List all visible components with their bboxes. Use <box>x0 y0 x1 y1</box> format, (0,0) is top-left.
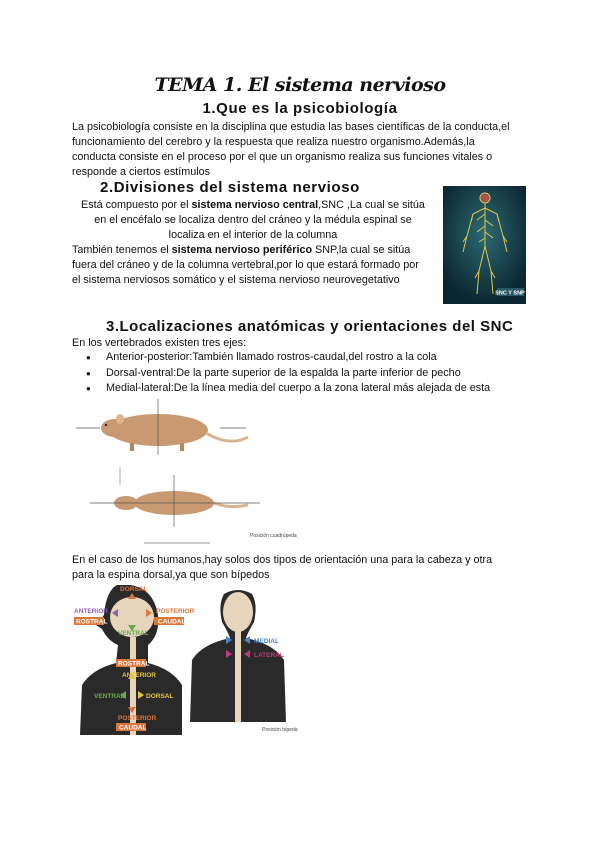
label-rostral: ROSTRAL <box>76 618 108 626</box>
label-medial: MEDIAL <box>254 638 279 645</box>
nervous-system-figure <box>443 186 526 304</box>
list-item: ● Anterior-posterior:También llamado rostros-caudal,del rostro a la cola <box>72 350 552 366</box>
text-line: conducta consiste en el proceso por el que un organismo realiza sus funciones vitales o <box>72 151 493 163</box>
section-1-heading: 1.Que es la psicobiología <box>202 100 398 117</box>
text-line: En el caso de los humanos,hay solos dos tipos de orientación una para la cabeza y otra <box>72 554 493 566</box>
section-2-heading: 2.Divisiones del sistema nervioso <box>100 179 360 196</box>
human-caption: Posición bípeda <box>262 727 298 733</box>
human-back-diagram <box>188 590 288 722</box>
rat-illustration <box>70 395 290 545</box>
label-lateral: LATERAL <box>254 652 284 659</box>
text-line: Está compuesto por el sistema nervioso central,SNC ,La cual se sitúa <box>81 199 425 211</box>
humans-text <box>72 553 542 583</box>
label-dorsal: DORSAL <box>120 586 148 593</box>
list-item: ● Medial-lateral:De la línea media del cuerpo a la zona lateral más alejada de esta <box>72 381 552 397</box>
text-line: el sistema nerviosos somático y el sistema nervioso neurovegetativo <box>72 274 400 286</box>
label-anterior-spine: ANTERIOR <box>122 672 156 679</box>
text-line: localiza en el interior de la columna <box>168 229 338 241</box>
section-3-intro: En los vertebrados existen tres ejes: <box>72 337 247 349</box>
text-line: funcionamiento del cerebro y la respuesta que realiza nuestro organismo.Además,la <box>72 136 475 148</box>
text-line: También tenemos el sistema nervioso periférico SNP,la cual se sitúa <box>72 244 411 256</box>
label-caudal-spine: CAUDAL <box>119 724 147 732</box>
label-anterior: ANTERIOR <box>74 608 108 615</box>
label-rostral-spine: ROSTRAL <box>118 660 150 668</box>
rat-caption: Posición cuadrúpeda <box>250 533 297 539</box>
rat-side-view <box>76 399 248 455</box>
label-caudal: CAUDAL <box>158 618 186 626</box>
rat-top-view <box>90 467 260 527</box>
text-line: La psicobiología consiste en la disciplina que estudia las bases científicas de la conducta,el <box>72 121 510 133</box>
rat-diagram <box>70 395 290 545</box>
label-dorsal-spine: DORSAL <box>146 693 174 700</box>
image-label: SNC Y SNP <box>495 290 525 297</box>
page-title: TEMA 1. El sistema nervioso <box>154 74 446 96</box>
text-line: en el encéfalo se localiza dentro del cráneo y la médula espinal se <box>94 214 412 226</box>
human-back-illustration <box>188 590 288 722</box>
section-2-text <box>72 198 434 288</box>
section-3-heading: 3.Localizaciones anatómicas y orientaciones del SNC <box>106 318 514 335</box>
label-posterior: POSTERIOR <box>156 608 195 615</box>
text-line: responde a ciertos estímulos <box>72 166 211 178</box>
label-posterior-spine: POSTERIOR <box>118 715 157 722</box>
list-item: ● Dorsal-ventral:De la parte superior de la espalda la parte inferior de pecho <box>72 366 552 382</box>
axes-list <box>72 350 552 397</box>
label-ventral-spine: VENTRAL <box>94 693 125 700</box>
nervous-system-image <box>443 186 526 304</box>
text-line: fuera del cráneo y de la columna vertebral,por lo que estará formado por <box>72 259 419 271</box>
label-ventral: VENTRAL <box>118 630 149 637</box>
text-line: para la espina dorsal,ya que son bípedos <box>72 569 270 581</box>
section-1-text <box>72 120 542 180</box>
